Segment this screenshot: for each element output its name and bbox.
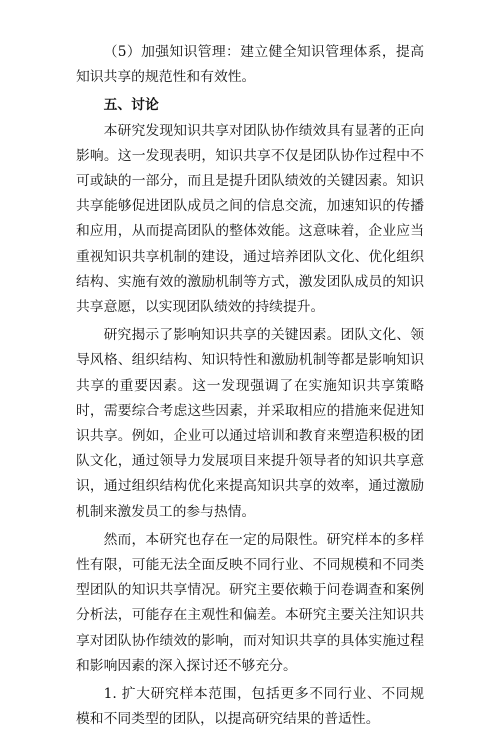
discussion-paragraph-1: 本研究发现知识共享对团队协作绩效具有显著的正向影响。这一发现表明，知识共享不仅是团队协作过程中不可或缺的一部分，而且是提升团队绩效的关键因素。知识共享能够促进团队成员之间的信息交流，加速知识的传播和应用，从而提高团队的整体效能。这意味着，企业应当重视知识共享机制的建设，通过培养团队文化、优化组织结构、实施有效的激励机制等方式，激发团队成员的知识共享意愿，以实现团队绩效的持续提升。: [76, 122, 424, 316]
discussion-paragraph-2: 研究揭示了影响知识共享的关键因素。团队文化、领导风格、组织结构、知识特性和激励机制等都是影响知识共享的重要因素。这一发现强调了在实施知识共享策略时，需要综合考虑这些因素，并采取相应的措施来促进知识共享。例如，企业可以通过培训和教育来塑造积极的团队文化，通过领导力发展项目来提升领导者的知识共享意识，通过组织结构优化来提高知识共享的效率，通过激励机制来激发员工的参与热情。: [76, 327, 424, 520]
section-heading: 五、讨论: [103, 97, 159, 114]
discussion-paragraph-3: 然而，本研究也存在一定的局限性。研究样本的多样性有限，可能无法全面反映不同行业、不同规模和不同类型团队的知识共享情况。研究主要依赖于问卷调查和案例分析法，可能存在主观性和偏差。本研究主要关注知识共享对团队协作绩效的影响，而对知识共享的具体实施过程和影响因素的深入探讨还不够充分。: [76, 531, 424, 674]
intro-item: （5）加强知识管理：建立健全知识管理体系，提高知识共享的规范性和有效性。: [76, 44, 424, 86]
recommendation-item-1: 1. 扩大研究样本范围，包括更多不同行业、不同规模和不同类型的团队，以提高研究结果的普适性。: [76, 686, 424, 728]
